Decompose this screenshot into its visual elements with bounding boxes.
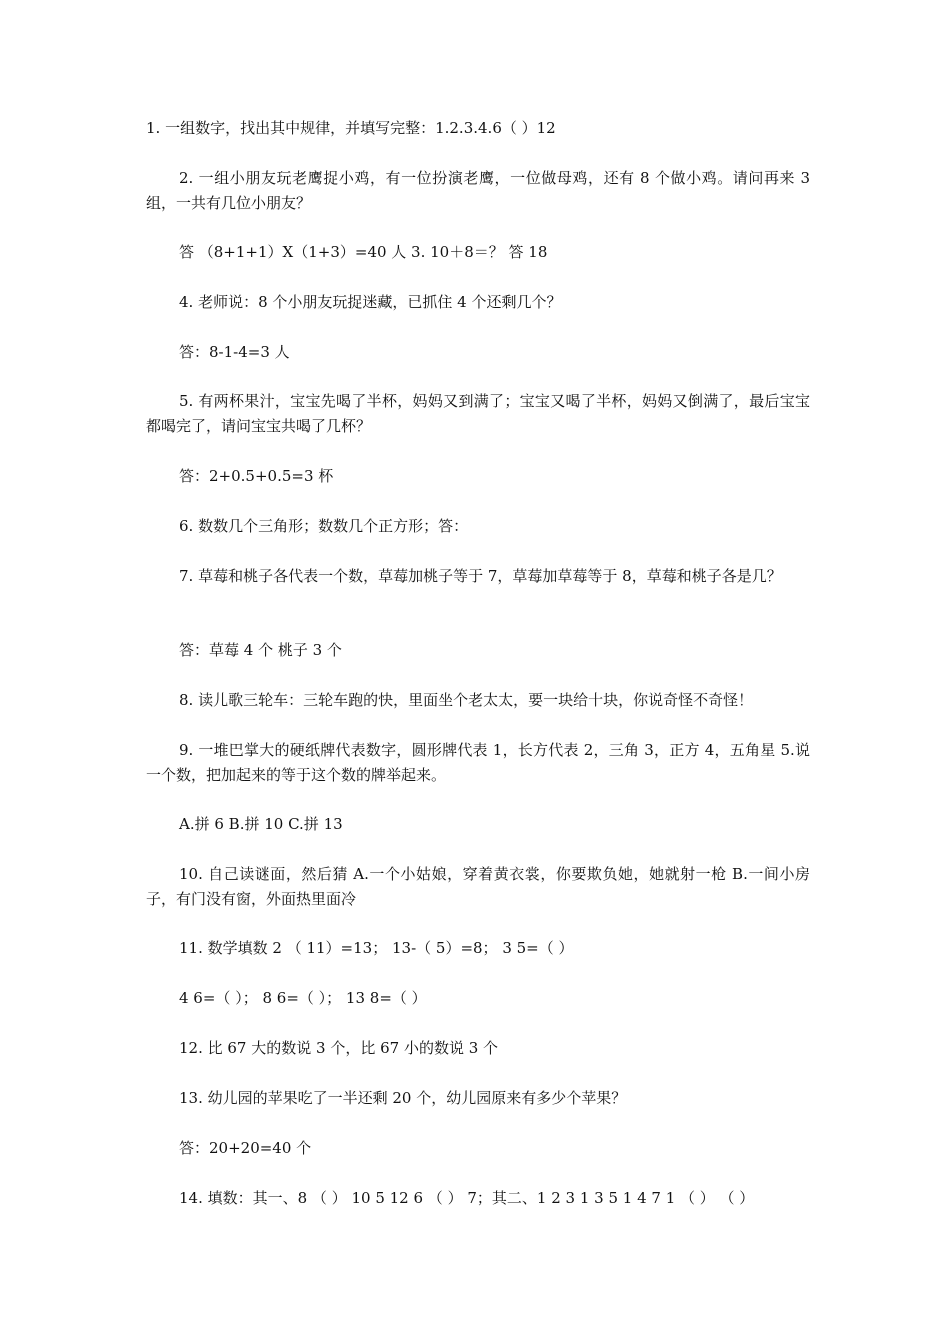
question-11: 11. 数学填数 2 （ 11）=13； 13-（ 5）=8； 3 5=（ ） [179, 939, 574, 957]
question-7: 7. 草莓和桃子各代表一个数，草莓加桃子等于 7，草莓加草莓等于 8，草莓和桃子各是几？ [179, 567, 782, 585]
question-4: 4. 老师说：8 个小朋友玩捉迷藏，已抓住 4 个还剩几个？ [179, 293, 562, 311]
answer-7: 答：草莓 4 个 桃子 3 个 [179, 641, 342, 659]
question-8: 8. 读儿歌三轮车：三轮车跑的快，里面坐个老太太，要一块给十块，你说奇怪不奇怪！ [179, 691, 754, 709]
answer-13: 答：20+20=40 个 [179, 1139, 312, 1157]
answer-2-question-3: 答 （8+1+1）X（1+3）=40 人 3. 10＋8＝？ 答 18 [179, 243, 548, 261]
answer-5: 答：2+0.5+0.5=3 杯 [179, 467, 334, 485]
answer-4: 答：8-1-4=3 人 [179, 343, 290, 361]
question-14: 14. 填数：其一、8 （ ） 10 5 12 6 （ ） 7；其二、1 2 3 1 3 5 1 4 7 1 （ ） （ ） [179, 1189, 755, 1207]
question-2: 2. 一组小朋友玩老鹰捉小鸡，有一位扮演老鹰，一位做母鸡，还有 8 个做小鸡。请问再来 3 组，一共有几位小朋友？ [146, 169, 810, 212]
question-9: 9. 一堆巴掌大的硬纸牌代表数字，圆形牌代表 1，长方代表 2，三角 3，正方 4，五角星 5.说一个数，把加起来的等于这个数的牌举起来。 [146, 741, 810, 784]
question-10: 10. 自己读谜面，然后猜 A.一个小姑娘，穿着黄衣裳，你要欺负她，她就射一枪 B.一间小房子，有门没有窗，外面热里面冷 [146, 865, 810, 908]
question-11-continued: 4 6=（ ）； 8 6=（ ）； 13 8=（ ） [179, 989, 427, 1007]
question-5: 5. 有两杯果汁，宝宝先喝了半杯，妈妈又到满了；宝宝又喝了半杯，妈妈又倒满了，最后宝宝都喝完了，请问宝宝共喝了几杯？ [146, 392, 810, 435]
question-6: 6. 数数几个三角形；数数几个正方形；答： [179, 517, 469, 535]
question-13: 13. 幼儿园的苹果吃了一半还剩 20 个，幼儿园原来有多少个苹果？ [179, 1089, 627, 1107]
question-12: 12. 比 67 大的数说 3 个，比 67 小的数说 3 个 [179, 1039, 499, 1057]
answer-9: A.拼 6 B.拼 10 C.拼 13 [179, 815, 343, 833]
question-1: 1. 一组数字，找出其中规律，并填写完整：1.2.3.4.6（ ）12 [146, 119, 556, 137]
